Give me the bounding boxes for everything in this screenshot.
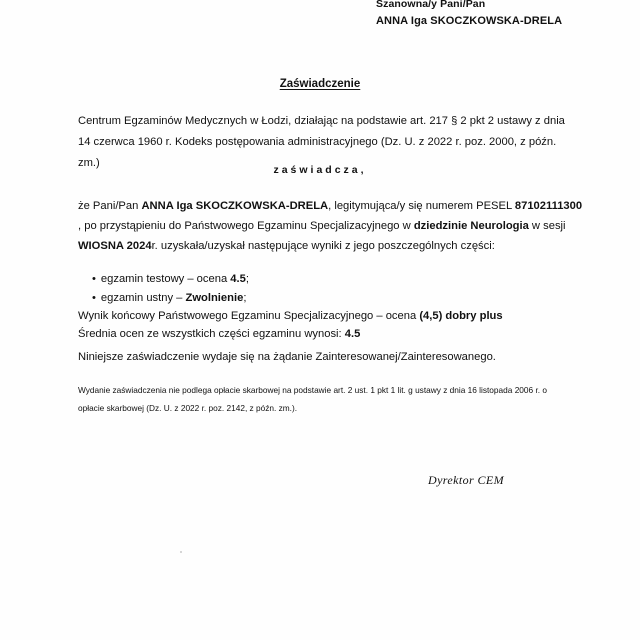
summary-block <box>78 307 503 343</box>
average-line <box>78 325 503 343</box>
bullet-icon: • <box>92 292 96 304</box>
exam-field: dziedzinie Neurologia <box>413 220 529 232</box>
footnote-line-1: Wydanie zaświadczenia nie podlega opłacie skarbowej na podstawie art. 2 ust. 1 pkt 1 lit. g ustawy z dnia 16 listopada 2006 r. o <box>78 385 547 395</box>
bullet-icon: • <box>92 273 96 285</box>
result-value: 4.5 <box>230 273 246 285</box>
footnote-block <box>78 381 583 417</box>
result-suffix: ; <box>243 292 247 304</box>
declaration-line-1 <box>78 196 583 216</box>
pesel-number: 87102111300 <box>514 200 583 212</box>
average-value: 4.5 <box>344 328 361 340</box>
results-list <box>92 270 249 308</box>
result-label: egzamin testowy – ocena <box>100 273 231 285</box>
declaration-line-2 <box>78 216 570 236</box>
declaration-exam-prefix: , po przystąpieniu do Państwowego Egzaminu Specjalizacyjnego w <box>78 220 414 232</box>
signature-title: Dyrektor CEM <box>428 473 505 487</box>
declaration-paragraph <box>78 196 583 256</box>
legal-basis-paragraph: Centrum Egzaminów Medycznych w Łodzi, działając na podstawie art. 217 § 2 pkt 2 ustawy z dnia 14 czerwca 1960 r. Kodeks postępowania administracyjnego (Dz. U. z 2022 r. poz. 2000, z późn. zm.) <box>78 115 565 169</box>
attests-keyword: zaświadcza, <box>273 164 367 176</box>
declaration-session-suffix: w sesji <box>528 220 566 232</box>
final-result-line <box>78 307 503 325</box>
list-item <box>92 270 249 289</box>
list-item <box>92 289 249 308</box>
declaration-prefix: że Pani/Pan <box>78 200 142 212</box>
addressee-block <box>376 0 562 30</box>
declaration-line-3 <box>78 236 570 256</box>
closing-statement: Niniejsze zaświadczenie wydaje się na żądanie Zainteresowanej/Zainteresowanego. <box>78 351 496 363</box>
declaration-results-intro: r. uzyskała/uzyskał następujące wyniki z jego poszczególnych części: <box>151 240 495 252</box>
final-result-value: (4,5) dobry plus <box>419 310 503 322</box>
declaration-pesel-label: , legitymująca/y się numerem PESEL <box>328 200 515 212</box>
addressee-salutation: Szanowna/y Pani/Pan <box>376 0 486 10</box>
result-label: egzamin ustny – <box>100 292 186 304</box>
result-value: Zwolnienie <box>185 292 244 304</box>
average-label: Średnia ocen ze wszystkich części egzaminu wynosi: <box>78 328 345 340</box>
footnote-line-2: opłacie skarbowej (Dz. U. z 2022 r. poz. 2142, z późn. zm.). <box>78 403 298 413</box>
final-result-label: Wynik końcowy Państwowego Egzaminu Specjalizacyjnego – ocena <box>78 310 420 322</box>
addressee-name: ANNA Iga SKOCZKOWSKA-DRELA <box>376 15 563 27</box>
scan-artifact-dot <box>180 551 182 553</box>
exam-session: WIOSNA 2024 <box>78 240 152 252</box>
result-suffix: ; <box>245 273 249 285</box>
document-title: Zaświadczenie <box>279 78 361 90</box>
candidate-name: ANNA Iga SKOCZKOWSKA-DRELA <box>141 200 329 212</box>
